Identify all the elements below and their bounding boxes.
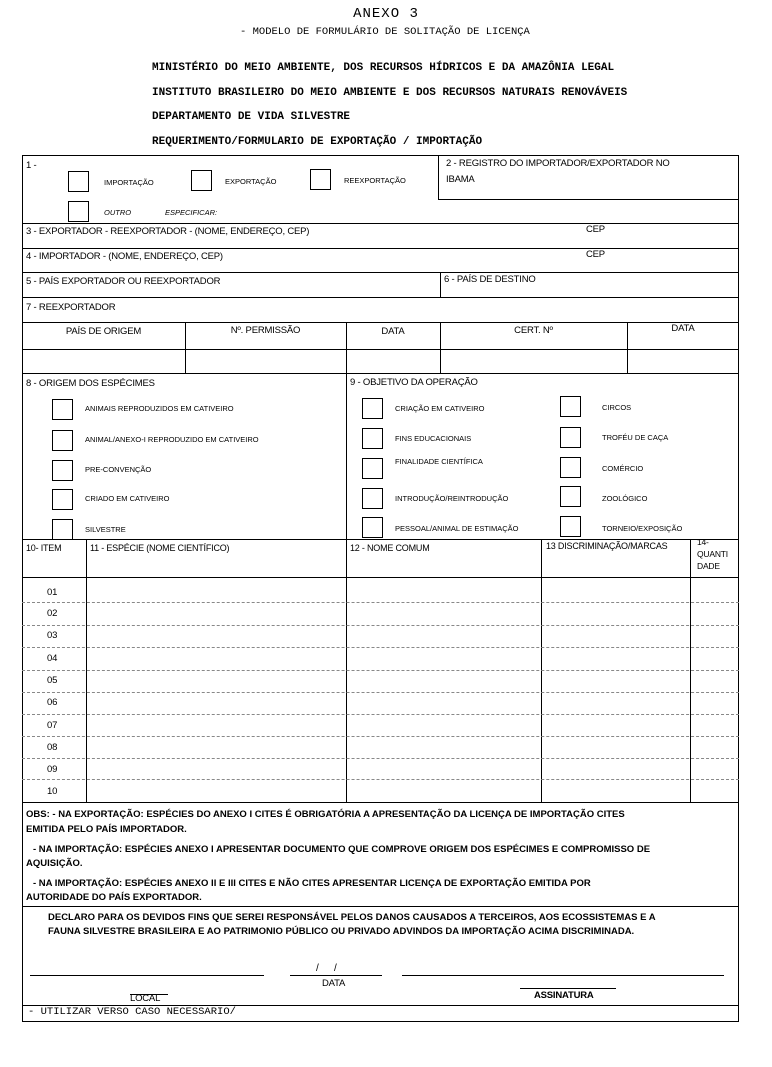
section4-label: 4 - IMPORTADOR - (NOME, ENDEREÇO, CEP) bbox=[26, 251, 223, 262]
annex-title: ANEXO 3 bbox=[353, 6, 419, 22]
section1-number: 1 - bbox=[26, 160, 37, 171]
table-header-discriminacao: 13 DISCRIMINAÇÃO/MARCAS bbox=[546, 541, 668, 551]
department-line: DEPARTAMENTO DE VIDA SILVESTRE bbox=[152, 111, 351, 123]
checkbox-exportacao[interactable] bbox=[191, 170, 212, 191]
annex-subtitle: - MODELO DE FORMULÁRIO DE SOLITAÇÃO DE LICENÇA bbox=[240, 26, 530, 38]
table-top-border bbox=[22, 539, 739, 540]
objective-option-8: COMÉRCIO bbox=[602, 464, 644, 473]
table-header-nome-comum: 12 - NOME COMUM bbox=[350, 543, 430, 553]
objective-option-5: PESSOAL/ANIMAL DE ESTIMAÇÃO bbox=[395, 524, 519, 533]
objective-option-7: TROFÉU DE CAÇA bbox=[602, 433, 669, 442]
table-row-item-01: 01 bbox=[47, 587, 58, 598]
checkbox-introducao[interactable] bbox=[362, 488, 383, 509]
form-title-line: REQUERIMENTO/FORMULARIO DE EXPORTAÇÃO / IMPORTAÇÃO bbox=[152, 136, 483, 148]
date-line[interactable] bbox=[290, 975, 382, 976]
col-data-1: DATA bbox=[381, 326, 405, 337]
checkbox-animal-anexo-i[interactable] bbox=[52, 430, 73, 451]
option-outro-label: OUTRO bbox=[104, 208, 132, 217]
table-header-quantidade-1: 14- bbox=[697, 537, 709, 547]
local-label: LOCAL bbox=[130, 993, 161, 1004]
checkbox-outro[interactable] bbox=[68, 201, 89, 222]
obs-line-3: - NA IMPORTAÇÃO: ESPÉCIES ANEXO I APRESENTAR DOCUMENTO QUE COMPROVE ORIGEM DOS ESPÉCIMES E COMPROMISSO DE bbox=[33, 844, 651, 855]
checkbox-criado-cativeiro[interactable] bbox=[52, 489, 73, 510]
declaration-line-1: DECLARO PARA OS DEVIDOS FINS QUE SEREI RESPONSÁVEL PELOS DANOS CAUSADOS A TERCEIROS, AOS ECOSSISTEMAS E A bbox=[48, 912, 656, 923]
origin-option-1: ANIMAIS REPRODUZIDOS EM CATIVEIRO bbox=[85, 404, 234, 413]
objective-option-3: FINALIDADE CIENTÍFICA bbox=[395, 457, 483, 466]
objective-option-1: CRIAÇÃO EM CATIVEIRO bbox=[395, 404, 485, 413]
section7-label: 7 - REEXPORTADOR bbox=[26, 302, 116, 313]
origin-option-5: SILVESTRE bbox=[85, 525, 126, 534]
signature-line[interactable] bbox=[402, 975, 724, 976]
section3-cep: CEP bbox=[586, 224, 605, 235]
declaration-line-2: FAUNA SILVESTRE BRASILEIRA E AO PATRIMONIO PÚBLICO OU PRIVADO ADVINDOS DA IMPORTAÇÃO ACIMA DISCRIMINADA. bbox=[48, 926, 635, 937]
checkbox-zoologico[interactable] bbox=[560, 486, 581, 507]
table-row-item-04: 04 bbox=[47, 653, 58, 664]
section8-label: 8 - ORIGEM DOS ESPÉCIMES bbox=[26, 378, 155, 389]
obs-line-5: - NA IMPORTAÇÃO: ESPÉCIES ANEXO II E III CITES E NÃO CITES APRESENTAR LICENÇA DE EXPORTAÇÃO EMITIDA POR bbox=[33, 878, 591, 889]
table-header-especie: 11 - ESPÉCIE (NOME CIENTÍFICO) bbox=[90, 543, 230, 553]
table-header-quantidade-3: DADE bbox=[697, 561, 720, 571]
col-data-2: DATA bbox=[671, 323, 695, 334]
checkbox-pessoal-estimacao[interactable] bbox=[362, 517, 383, 538]
section3-label: 3 - EXPORTADOR - REEXPORTADOR - (NOME, ENDEREÇO, CEP) bbox=[26, 226, 310, 237]
local-line[interactable] bbox=[30, 975, 264, 976]
checkbox-animais-reproduzidos[interactable] bbox=[52, 399, 73, 420]
checkbox-fins-educacionais[interactable] bbox=[362, 428, 383, 449]
section9-label: 9 - OBJETIVO DA OPERAÇÃO bbox=[350, 377, 478, 388]
checkbox-reexportacao[interactable] bbox=[310, 169, 331, 190]
obs-line-2: EMITIDA PELO PAÍS IMPORTADOR. bbox=[26, 824, 187, 835]
table-row-item-05: 05 bbox=[47, 675, 58, 686]
ministry-line: MINISTÉRIO DO MEIO AMBIENTE, DOS RECURSOS HÍDRICOS E DA AMAZÔNIA LEGAL bbox=[152, 62, 615, 74]
table-row-item-02: 02 bbox=[47, 608, 58, 619]
checkbox-silvestre[interactable] bbox=[52, 519, 73, 540]
option-importacao-label: IMPORTAÇÃO bbox=[104, 178, 154, 187]
origin-option-3: PRE-CONVENÇÃO bbox=[85, 465, 152, 474]
origin-option-4: CRIADO EM CATIVEIRO bbox=[85, 494, 170, 503]
objective-option-10: TORNEIO/EXPOSIÇÃO bbox=[602, 524, 683, 533]
section5-label: 5 - PAÍS EXPORTADOR OU REEXPORTADOR bbox=[26, 276, 221, 287]
objective-option-9: ZOOLÓGICO bbox=[602, 494, 648, 503]
table-row-item-07: 07 bbox=[47, 720, 58, 731]
obs-line-4: AQUISIÇÃO. bbox=[26, 858, 83, 869]
col-numero-permissao: Nº. PERMISSÃO bbox=[230, 325, 301, 336]
section4-cep: CEP bbox=[586, 249, 605, 260]
obs-line-1: OBS: - NA EXPORTAÇÃO: ESPÉCIES DO ANEXO I CITES É OBRIGATÓRIA A APRESENTAÇÃO DA LICENÇA DE IMPORTAÇÃO CITES bbox=[26, 809, 625, 820]
table-row-item-09: 09 bbox=[47, 764, 58, 775]
checkbox-finalidade-cientifica[interactable] bbox=[362, 458, 383, 479]
origin-option-2: ANIMAL/ANEXO-I REPRODUZIDO EM CATIVEIRO bbox=[85, 435, 259, 444]
section2-label-ibama: IBAMA bbox=[446, 174, 475, 185]
checkbox-torneio-exposicao[interactable] bbox=[560, 516, 581, 537]
table-row-item-06: 06 bbox=[47, 697, 58, 708]
table-header-quantidade-2: QUANTI bbox=[697, 549, 728, 559]
especificar-label: ESPECIFICAR: bbox=[165, 208, 218, 217]
checkbox-pre-convencao[interactable] bbox=[52, 460, 73, 481]
checkbox-criacao-cativeiro[interactable] bbox=[362, 398, 383, 419]
table-row-item-03: 03 bbox=[47, 630, 58, 641]
objective-option-4: INTRODUÇÃO/REINTRODUÇÃO bbox=[395, 494, 509, 503]
section2-label: 2 - REGISTRO DO IMPORTADOR/EXPORTADOR NO bbox=[446, 158, 670, 169]
objective-option-2: FINS EDUCACIONAIS bbox=[395, 434, 472, 443]
option-exportacao-label: EXPORTAÇÃO bbox=[225, 177, 277, 186]
checkbox-importacao[interactable] bbox=[68, 171, 89, 192]
objective-option-6: CIRCOS bbox=[602, 403, 632, 412]
data-label: DATA bbox=[322, 978, 346, 989]
footer-note: - UTILIZAR VERSO CASO NECESSARIO/ bbox=[28, 1006, 236, 1018]
option-reexportacao-label: REEXPORTAÇÃO bbox=[344, 176, 406, 185]
section6-label: 6 - PAÍS DE DESTINO bbox=[444, 274, 536, 285]
table-row-item-10: 10 bbox=[47, 786, 58, 797]
col-pais-origem: PAÍS DE ORIGEM bbox=[65, 326, 142, 337]
col-cert-numero: CERT. Nº bbox=[514, 325, 553, 336]
checkbox-trofeu-caca[interactable] bbox=[560, 427, 581, 448]
checkbox-circos[interactable] bbox=[560, 396, 581, 417]
assinatura-label: ASSINATURA bbox=[534, 990, 594, 1001]
institute-line: INSTITUTO BRASILEIRO DO MEIO AMBIENTE E DOS RECURSOS NATURAIS RENOVÁVEIS bbox=[152, 87, 628, 99]
obs-line-6: AUTORIDADE DO PAÍS EXPORTADOR. bbox=[26, 892, 202, 903]
date-separators: / / bbox=[316, 963, 337, 974]
table-row-item-08: 08 bbox=[47, 742, 58, 753]
checkbox-comercio[interactable] bbox=[560, 457, 581, 478]
table-header-item: 10- ITEM bbox=[26, 543, 62, 553]
